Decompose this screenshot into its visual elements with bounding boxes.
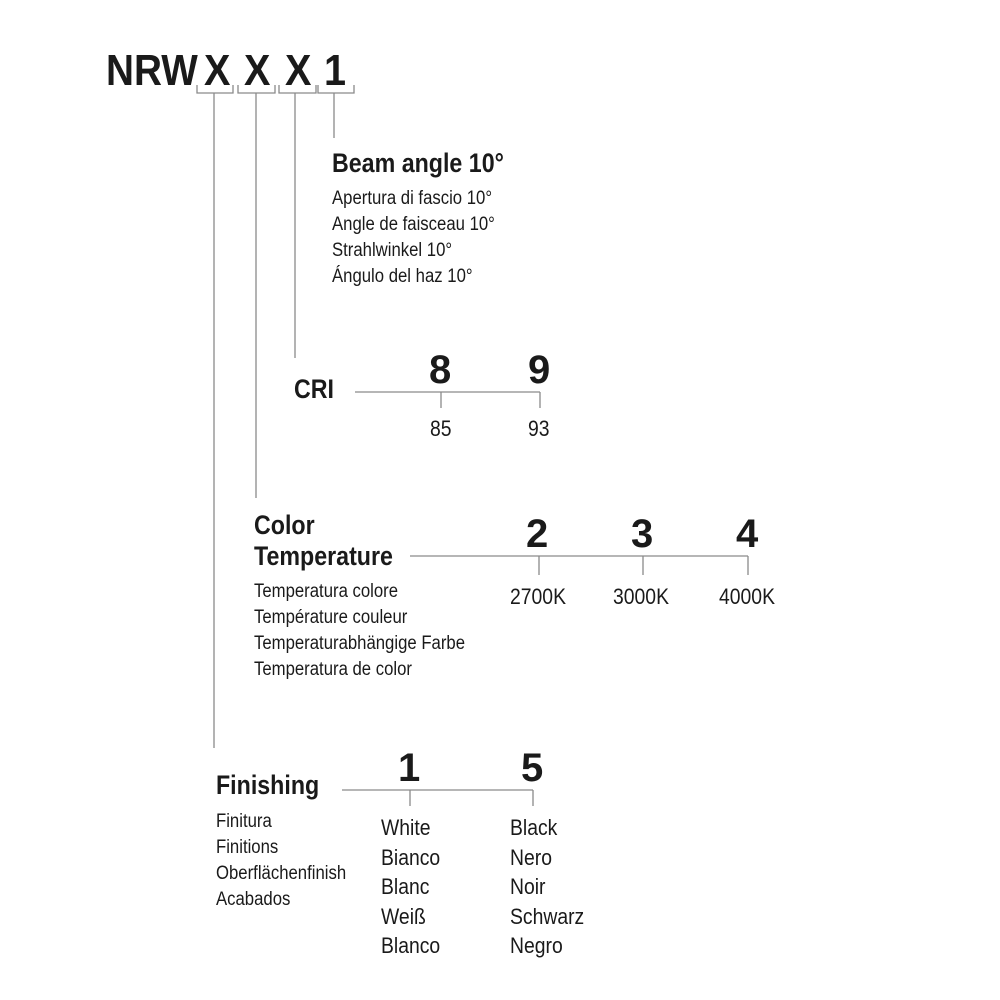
finishing-black-en: Black <box>510 815 558 840</box>
finishing-black-es: Negro <box>510 933 563 958</box>
ct-code-4: 4 <box>736 512 759 556</box>
finishing-white-it: Bianco <box>381 844 441 870</box>
ct-translation-es: Temperatura de color <box>254 659 413 680</box>
code-slot-finishing: X <box>204 46 231 95</box>
cri-value-93: 93 <box>528 416 550 441</box>
cri-code-8: 8 <box>429 348 452 392</box>
ct-translation-it: Temperatura colore <box>254 581 399 602</box>
ct-translation-fr: Température couleur <box>254 607 408 628</box>
ct-code-3: 3 <box>631 512 654 556</box>
finishing-white-de: Weiß <box>381 903 426 929</box>
finishing-black-names <box>510 813 584 961</box>
ct-title-line1: Color <box>254 510 315 540</box>
finishing-black-fr: Noir <box>510 874 546 899</box>
code-slot-beam: 1 <box>324 46 347 95</box>
ct-title-line2: Temperature <box>254 541 393 571</box>
finishing-black-it: Nero <box>510 844 552 870</box>
beam-translation-es: Ángulo del haz 10° <box>332 266 473 287</box>
finishing-white-en: White <box>381 815 431 840</box>
finishing-translations <box>216 809 346 913</box>
finishing-translation-it: Finitura <box>216 811 272 832</box>
beam-translation-de: Strahlwinkel 10° <box>332 240 453 261</box>
beam-title: Beam angle 10° <box>332 148 504 178</box>
finishing-white-es: Blanco <box>381 933 441 958</box>
beam-translation-fr: Angle de faisceau 10° <box>332 214 495 235</box>
ct-code-2: 2 <box>526 512 549 556</box>
finishing-code-5: 5 <box>521 746 544 790</box>
ct-translation-de: Temperaturabhängige Farbe <box>254 633 465 654</box>
finishing-title: Finishing <box>216 770 320 800</box>
finishing-white-names <box>381 813 440 961</box>
beam-translation-it: Apertura di fascio 10° <box>332 188 493 209</box>
beam-translations <box>332 186 495 290</box>
finishing-black-de: Schwarz <box>510 903 585 929</box>
cri-title: CRI <box>294 374 334 404</box>
finishing-translation-es: Acabados <box>216 889 291 910</box>
cri-value-85: 85 <box>430 416 452 441</box>
ct-value-2700k: 2700K <box>510 584 566 609</box>
finishing-code-1: 1 <box>398 746 421 790</box>
finishing-translation-fr: Finitions <box>216 837 279 858</box>
ct-translations <box>254 579 465 683</box>
code-slot-color-temp: X <box>244 46 271 95</box>
finishing-white-fr: Blanc <box>381 874 430 899</box>
code-slot-cri: X <box>285 46 312 95</box>
cri-code-9: 9 <box>528 348 551 392</box>
ct-value-4000k: 4000K <box>719 584 775 609</box>
code-prefix: NRW <box>106 46 198 95</box>
finishing-translation-de: Oberflächenfinish <box>216 863 347 884</box>
ct-value-3000k: 3000K <box>613 584 669 609</box>
